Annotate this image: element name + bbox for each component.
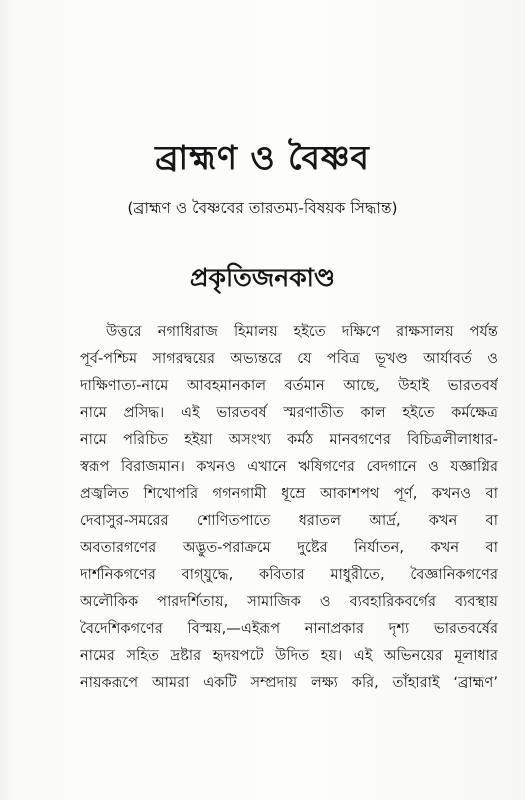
paragraph-line: উত্তরে নগাধিরাজ হিমালয় হইতে দক্ষিণে রাক্ষসালয় পর্যন্ত [106, 323, 498, 340]
paragraph-line: নামে পরিচিত হইয়া অসংখ্য কর্মঠ মানবগণের বিচিত্রলীলাধার- [80, 431, 498, 448]
paragraph-line: দেবাসুর-সমরের শোণিতপাতে ধরাতল আর্দ্র, কখন বা [80, 512, 498, 529]
section-heading: প্রকৃতিজনকাণ্ড [189, 263, 336, 292]
paragraph-line: পূর্ব-পশ্চিম সাগরদ্বয়ের অভ্যন্তরে যে পবিত্র ভূখণ্ড আর্যাবর্ত ও [80, 350, 498, 367]
paragraph-line: বৈদেশিকগণের বিস্ময়,—এইরূপ নানাপ্রকার দৃশ্য ভারতবর্ষের [80, 620, 498, 637]
page-subtitle: (ব্রাহ্মণ ও বৈষ্ণবের তারতম্য-বিষয়ক সিদ্ধান্ত) [127, 199, 398, 217]
body-paragraph [80, 318, 498, 696]
paragraph-line: নামে প্রসিদ্ধ। এই ভারতবর্ষ স্মরণাতীত কাল হইতে কর্মক্ষেত্র [80, 404, 498, 421]
paragraph-line: দাক্ষিণাত্য-নামে আবহমানকাল বর্তমান আছে, উহাই ভারতবর্ষ [80, 377, 498, 394]
paragraph-line: দার্শনিকগণের বাগ্‌যুদ্ধে, কবিতার মাধুরীতে, বৈজ্ঞানিকগণের [80, 566, 498, 583]
paragraph-line: প্রজ্বলিত শিখোপরি গগনগামী ধূম্রে আকাশপথ পূর্ণ, কখনও বা [80, 485, 498, 502]
paragraph-line: স্বরূপ বিরাজমান। কখনও এখানে ঋষিগণের বেদগানে ও যজ্ঞাগ্নির [80, 458, 498, 475]
page-title: ব্রাহ্মণ ও বৈষ্ণব [155, 138, 370, 177]
paragraph-line: নামের সহিত দ্রষ্টার হৃদয়পটে উদিত হয়। এই অভিনয়ের মূলাধার [80, 647, 498, 664]
paragraph-line: অলৌকিক পারদর্শিতায়, সামাজিক ও ব্যবহারিকবর্গের ব্যবস্থায় [80, 593, 498, 610]
paragraph-line: অবতারগণের অদ্ভুত-পরাক্রমে দুষ্টের নির্যাতন, কখন বা [80, 539, 498, 556]
paragraph-line: নায়করূপে আমরা একটি সম্প্রদায় লক্ষ্য করি, তাঁহারাই ‘ব্রাহ্মণ’ [80, 674, 498, 691]
